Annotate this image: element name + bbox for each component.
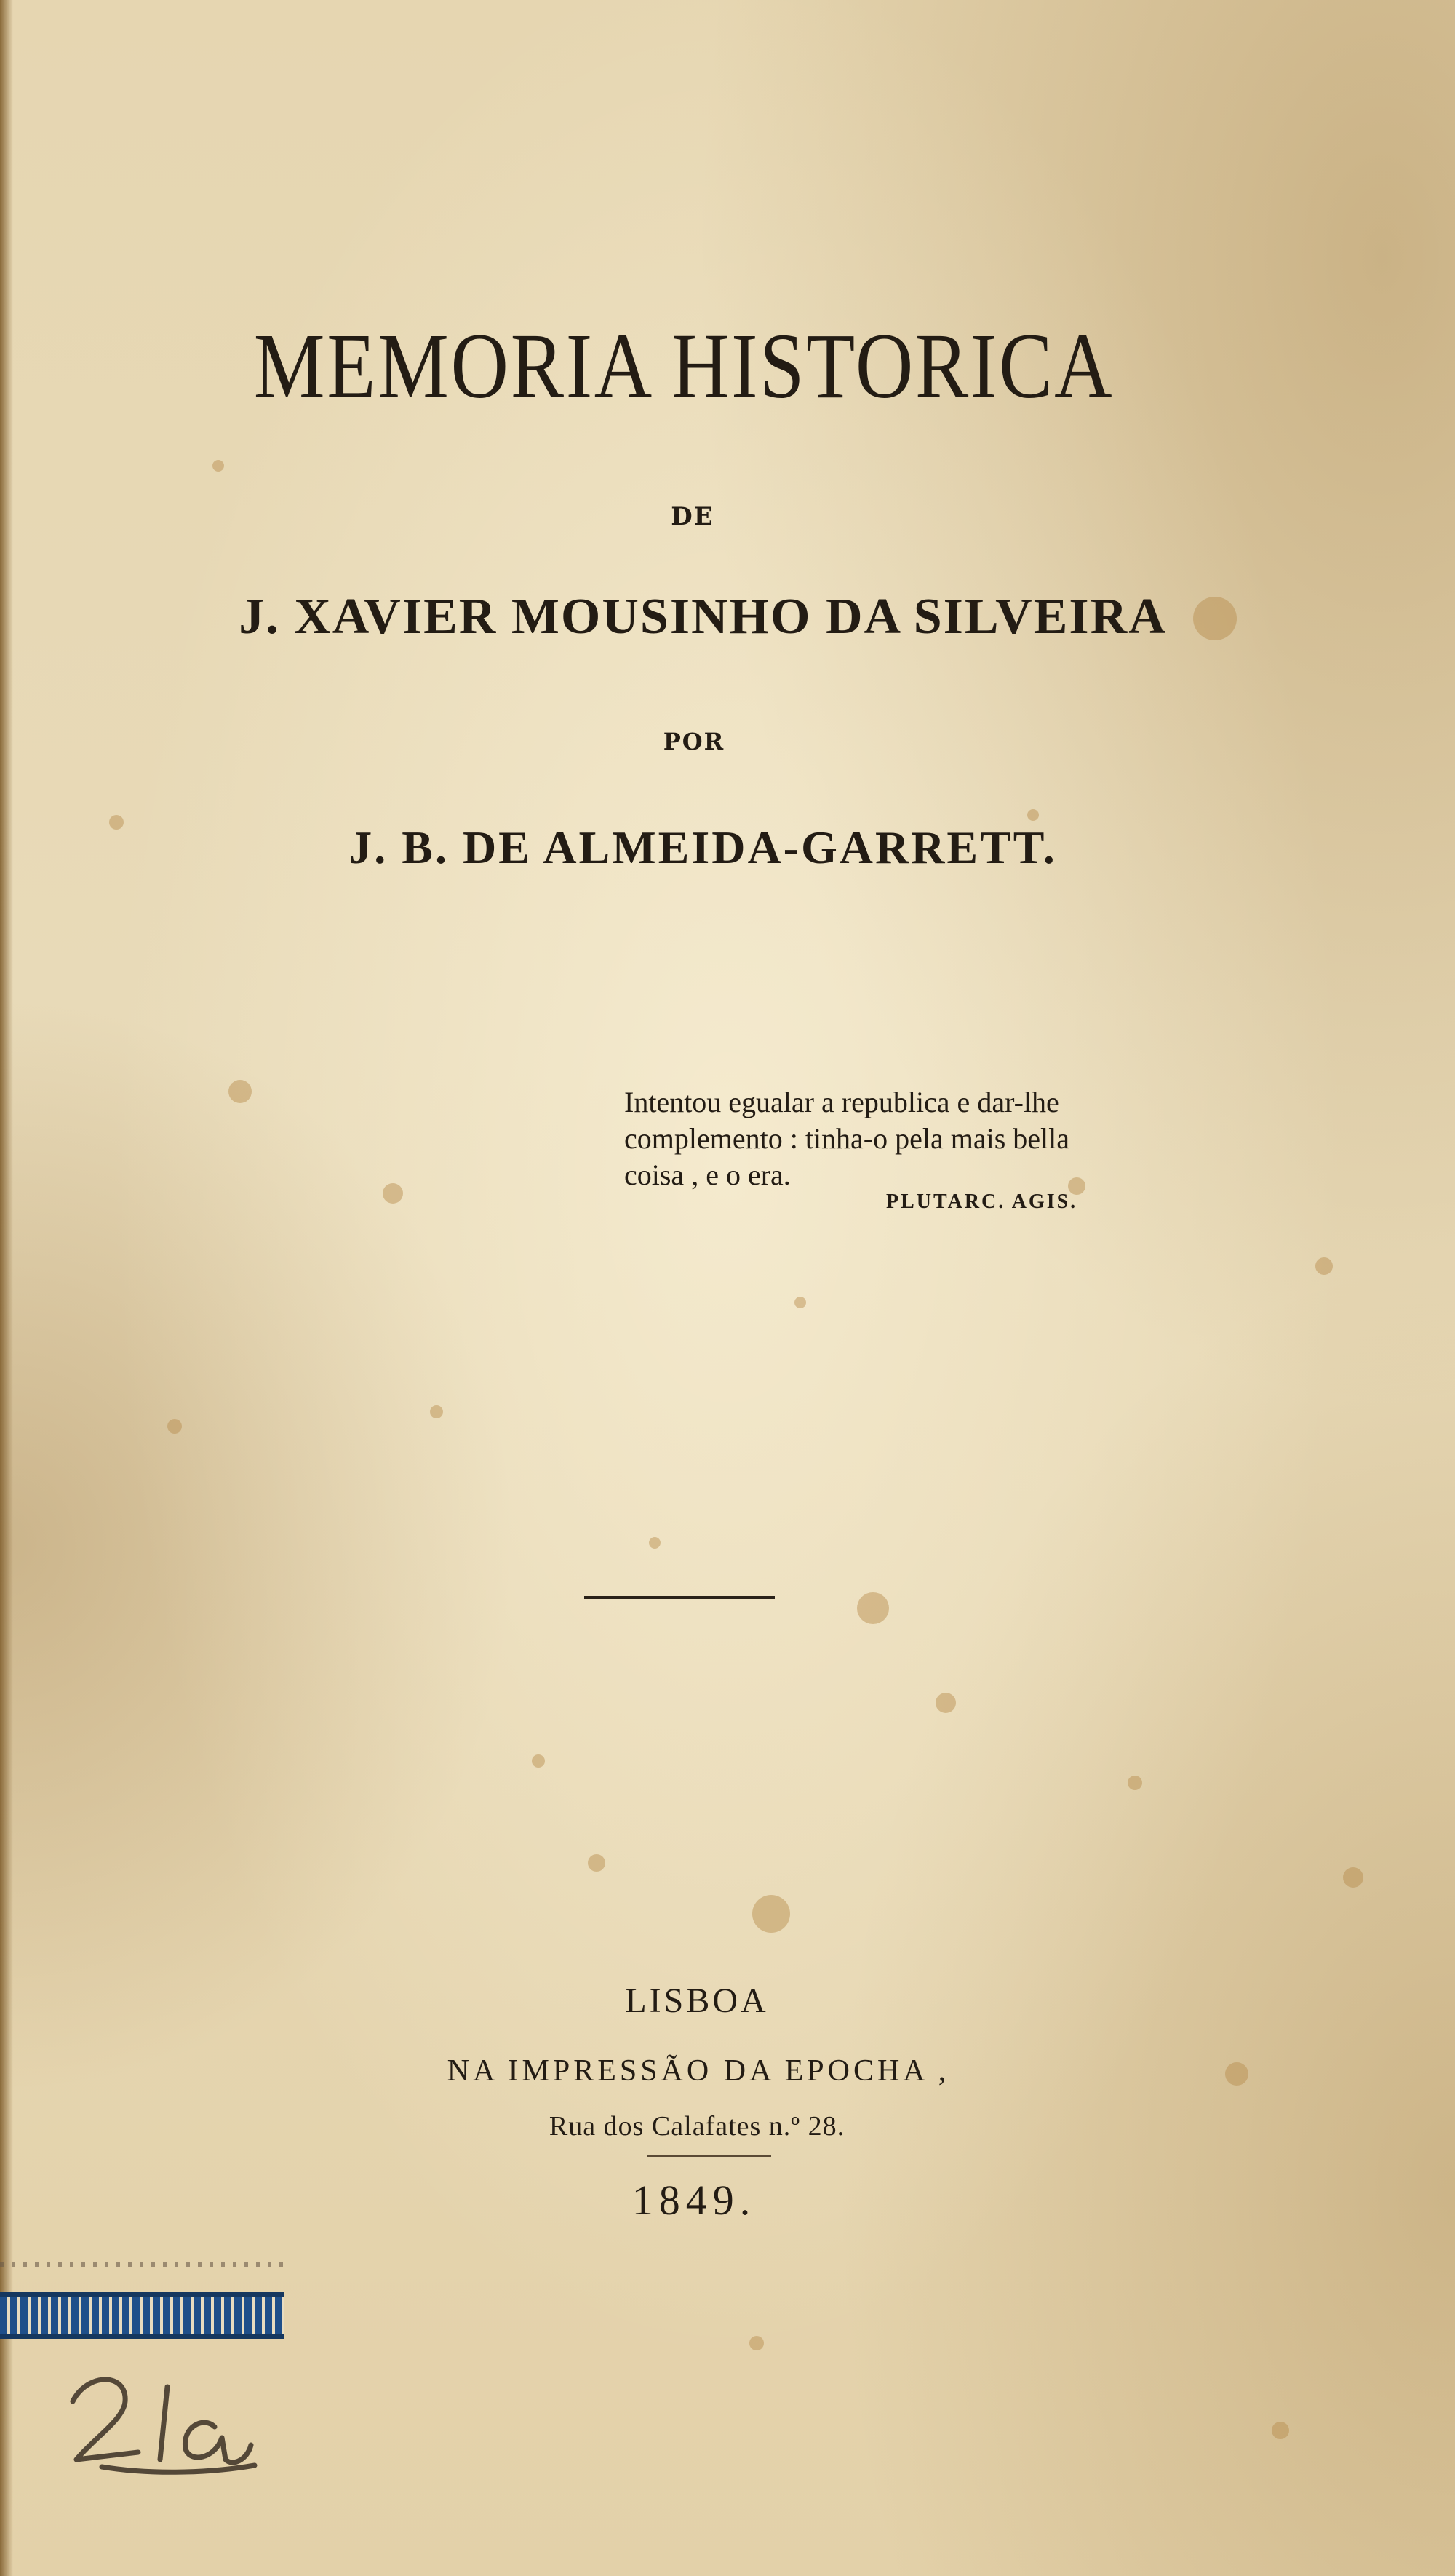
title-connector-por: POR bbox=[663, 728, 725, 755]
book-author: J. B. DE ALMEIDA-GARRETT. bbox=[348, 822, 1057, 873]
handwritten-shelfmark bbox=[58, 2358, 291, 2481]
imprint-year: 1849. bbox=[631, 2177, 757, 2224]
epigraph bbox=[624, 1084, 1206, 1193]
book-title: MEMORIA HISTORICA bbox=[253, 314, 1115, 418]
imprint-city: LISBOA bbox=[625, 1981, 769, 2020]
imprint-street: Rua dos Calafates n.º 28. bbox=[549, 2111, 845, 2142]
epigraph-line: Intentou egualar a republica e dar-lhe bbox=[624, 1086, 1059, 1118]
epigraph-citation: PLUTARC. AGIS. bbox=[886, 1190, 1078, 1213]
imprint-rule bbox=[647, 2155, 771, 2157]
epigraph-line: complemento : tinha-o pela mais bella bbox=[624, 1122, 1070, 1155]
divider-rule bbox=[584, 1596, 775, 1599]
imprint-press: NA IMPRESSÃO DA EPOCHA , bbox=[447, 2054, 950, 2088]
library-label bbox=[0, 2292, 284, 2339]
title-connector-de: DE bbox=[671, 502, 714, 531]
epigraph-line: coisa , e o era. bbox=[624, 1158, 791, 1191]
book-subject: J. XAVIER MOUSINHO DA SILVEIRA bbox=[239, 589, 1167, 645]
library-label-border bbox=[0, 2262, 291, 2267]
